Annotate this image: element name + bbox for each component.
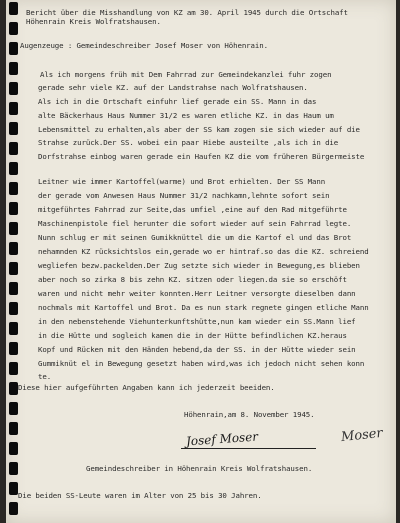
body-line: mitgeführtes Fahrrad zur Seite,das umfiel ,eine auf den Rad mitgeführte: [38, 205, 347, 214]
body-line: Als ich in die Ortschaft einfuhr lief gerade ein SS. Mann in das: [38, 97, 317, 106]
handwritten-signature: Josef Moser: [185, 429, 259, 449]
witness-line: Augenzeuge : Gemeindeschreiber Josef Moser von Höhenrain.: [20, 41, 268, 50]
footnote-line: Die beiden SS-Leute waren im Alter von 25 bis 30 Jahren.: [18, 491, 262, 500]
body-line: alte Bäckerhaus Haus Nummer 31/2 es waren etliche KZ. in das Haum um: [38, 111, 334, 120]
body-line: in den nebenstehende Viehunterkunftshütte,nun kam wieder ein SS.Mann lief: [38, 317, 356, 326]
body-line: Gummiknüt el in Bewegung gesetzt haben wird,was ich jedoch nicht sehen konn: [38, 359, 365, 368]
body-line: waren und nicht mehr weiter konnten.Herr Leitner versorgte dieselben dann: [38, 289, 356, 298]
body-line: Als ich morgens früh mit Dem Fahrrad zur Gemeindekanzlei fuhr zogen: [40, 70, 332, 79]
body-line: Kopf und Rücken mit den Händen hebend,da der SS. in der Hütte wieder sein: [38, 345, 356, 354]
stamp-signature: Moser: [340, 425, 384, 446]
spiral-binding: [6, 0, 20, 523]
signatory-title: Gemeindeschreiber in Höhenrain Kreis Wolfratshausen.: [86, 464, 313, 473]
report-title-line-2: Höhenrain Kreis Wolfratshausen.: [26, 17, 161, 26]
body-line: aber noch so zirka 8 bis zehn KZ. sitzen oder liegen.da sie so erschöft: [38, 275, 347, 284]
typed-report-page: [6, 0, 396, 523]
body-line: gerade sehr viele KZ. auf der Landstrahse nach Wolfratshausen.: [38, 83, 308, 92]
body-line: Leitner wie immer Kartoffel(warme) und Brot erhielten. Der SS Mann: [38, 177, 326, 186]
body-line: Lebensmittel zu erhalten,als aber der SS kam zogen sie sich wieder auf die: [38, 125, 360, 134]
body-line: der gerade vom Anwesen Haus Nummer 31/2 nachkamn,lehnte sofort sein: [38, 191, 330, 200]
body-line: Nunn schlug er mit seinen Gumikknüttel die um die Kartof el und das Brot: [38, 233, 352, 242]
date-line: Höhenrain,am 8. November 1945.: [184, 410, 315, 419]
body-line: te.: [38, 372, 52, 381]
body-line: in die Hütte und sogleich kamen die in der Hütte befindlichen KZ.heraus: [38, 331, 347, 340]
body-line: nehamnden KZ rücksichtslos ein,gerade wo er hintraf.so das die KZ. schreiend: [38, 247, 369, 256]
body-line: nochmals mit Kartoffel und Brot. Da es nun stark regnete gingen etliche Mann: [38, 303, 369, 312]
body-line: wegliefen bezw.packelden.Der Zug setzte sich wieder in Bewegung,es blieben: [38, 261, 360, 270]
oath-line: Diese hier aufgeführten Angaben kann ich jederzeit beeiden.: [18, 383, 275, 392]
signature-underline: [181, 448, 316, 449]
body-line: Maschinenpistole fiel herunter die sofort wieder auf sein Fahrrad legte.: [38, 219, 352, 228]
report-title-line-1: Bericht über die Misshandlung von KZ am 30. April 1945 durch die Ortschaft: [26, 8, 348, 17]
body-line: Dorfstrahse einbog waren gerade ein Haufen KZ die vom früheren Bürgermeiste: [38, 152, 365, 161]
body-line: Strahse zurück.Der SS. wobei ein paar Hiebe austeilte ,als ich in die: [38, 138, 339, 147]
